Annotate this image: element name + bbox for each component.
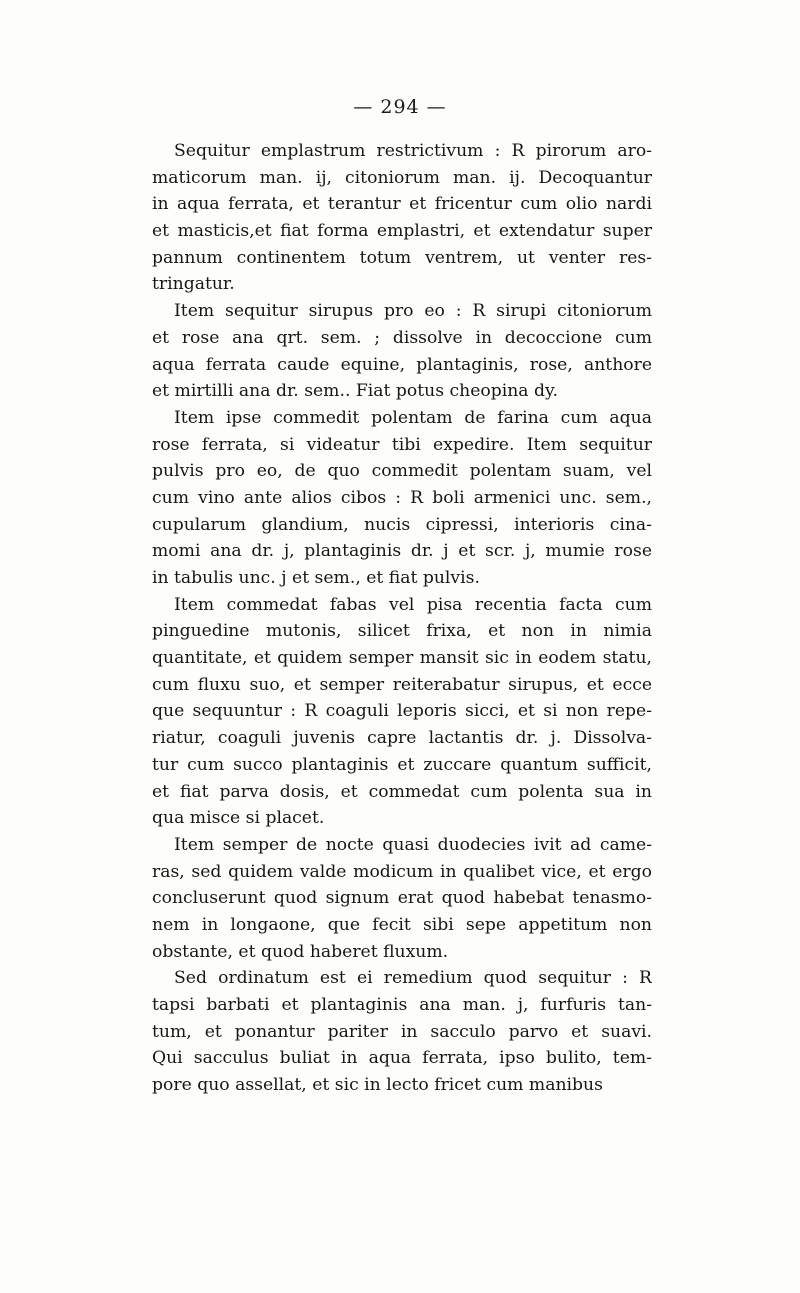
paragraph [152,965,652,1098]
text-line: ras, sed quidem valde modicum in qualibet vice, et ergo [152,861,652,882]
text-line: cupularum glandium, nucis cipressi, interioris cina- [152,514,652,535]
text-line: Item semper de nocte quasi duodecies ivit ad came- [174,834,652,855]
text-line: et mirtilli ana dr. sem.. Fiat potus cheopina dy. [152,381,558,402]
paragraph [152,405,652,592]
text-line: riatur, coaguli juvenis capre lactantis dr. j. Dissolva- [152,728,652,749]
text-line: et masticis,et fiat forma emplastri, et extendatur super [152,221,652,242]
text-line: Sed ordinatum est ei remedium quod sequitur : R [174,968,652,989]
text-line: cum vino ante alios cibos : R boli armenici unc. sem., [152,487,652,508]
paragraph [152,298,652,405]
text-line: tur cum succo plantaginis et zuccare quantum sufficit, [152,754,652,775]
text-line: pinguedine mutonis, silicet frixa, et non in nimia [152,621,652,642]
text-line: qua misce si placet. [152,808,325,829]
text-line: Sequitur emplastrum restrictivum : R pirorum aro- [174,141,652,161]
text-line: maticorum man. ij, citoniorum man. ij. Decoquantur [152,167,652,188]
text-line: concluserunt quod signum erat quod habebat tenasmo- [152,888,652,909]
text-line: in aqua ferrata, et terantur et fricentur cum olio nardi [152,194,652,215]
text-line: tringatur. [152,274,235,295]
text-line: Item sequitur sirupus pro eo : R sirupi citoniorum [174,301,652,322]
text-line: et fiat parva dosis, et commedat cum polenta sua in [152,781,652,802]
text-line: nem in longaone, que fecit sibi sepe appetitum non [152,914,652,935]
text-line: momi ana dr. j, plantaginis dr. j et scr. j, mumie rose [152,541,652,562]
text-line: quantitate, et quidem semper mansit sic in eodem statu, [152,648,652,669]
text-line: tum, et ponantur pariter in sacculo parvo et suavi. [152,1021,652,1042]
text-line: Qui sacculus buliat in aqua ferrata, ipso bulito, tem- [152,1048,652,1069]
text-line: rose ferrata, si videatur tibi expedire. Item sequitur [152,434,652,455]
text-line: pulvis pro eo, de quo commedit polentam suam, vel [152,461,652,482]
text-line: Item commedat fabas vel pisa recentia facta cum [174,594,652,615]
paragraph [152,592,652,832]
text-line: Item ipse commedit polentam de farina cum aqua [174,407,652,428]
text-line: tapsi barbati et plantaginis ana man. j, furfuris tan- [152,995,652,1015]
text-line: obstante, et quod haberet fluxum. [152,941,449,962]
text-line: aqua ferrata caude equine, plantaginis, rose, anthore [152,354,652,375]
body-text [152,138,652,1099]
text-line: cum fluxu suo, et semper reiterabatur sirupus, et ecce [152,674,652,695]
text-line: que sequuntur : R coaguli leporis sicci, et si non repe- [152,701,652,722]
text-line: pannum continentem totum ventrem, ut venter res- [152,247,652,268]
text-line: in tabulis unc. j et sem., et fiat pulvis. [152,568,480,588]
text-line: et rose ana qrt. sem. ; dissolve in decoccione cum [152,327,652,348]
text-line: pore quo assellat, et sic in lecto fricet cum manibus [152,1075,603,1096]
page-number: — 294 — [353,96,447,118]
paragraph [152,138,652,298]
paragraph [152,832,652,965]
